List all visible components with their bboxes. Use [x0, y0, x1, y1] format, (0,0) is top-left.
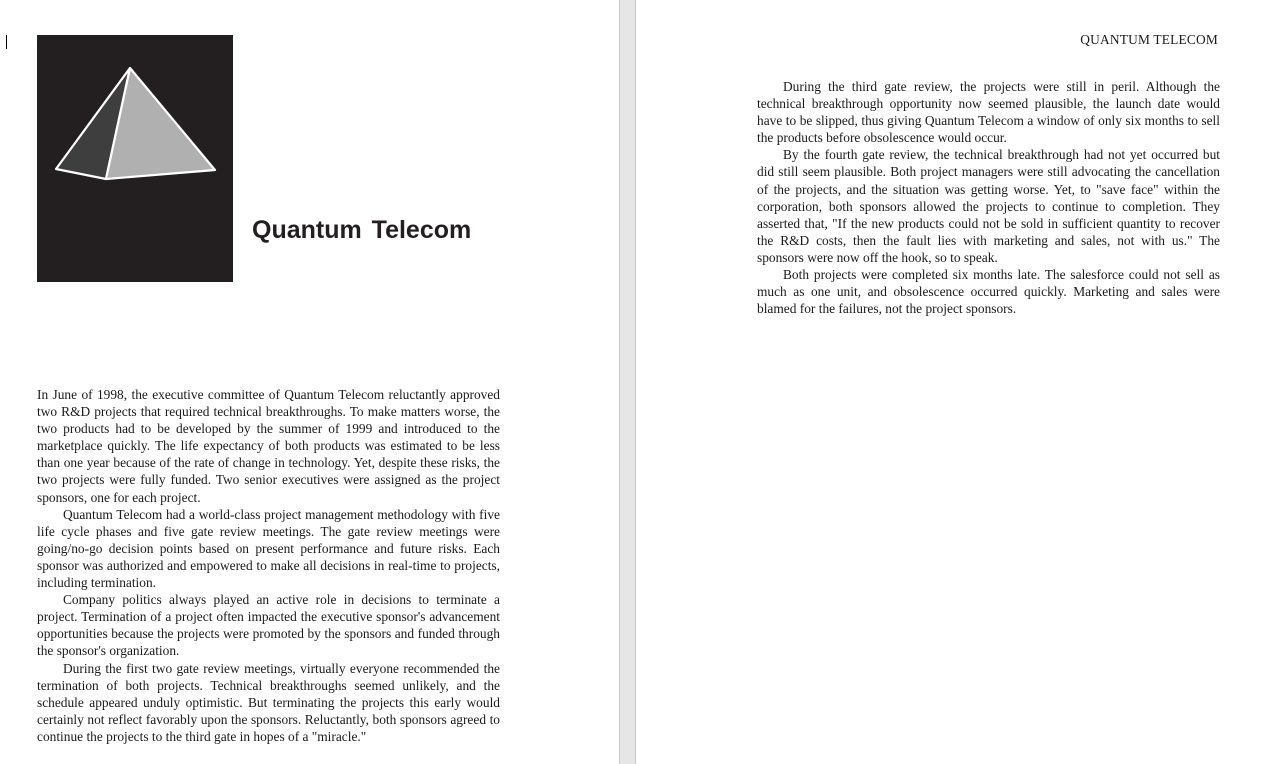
left-body-text — [37, 386, 500, 745]
paragraph: Company politics always played an active role in decisions to terminate a project. Termination of a project often impacted the executive sponsor's advancement opportunities because the projects were promoted by the sponsors and funded through the sponsor's organization. — [37, 592, 500, 659]
paragraph: By the fourth gate review, the technical breakthrough had not yet occurred but did still seem plausible. Both project managers were still advocating the cancellation of the projects, and the situation was getting worse. Yet, to "save face" within the corporation, both sponsors allowed the projects to continue to completion. They asserted that, "If the new products could not be sold in sufficient quantity to recover the R&D costs, then the fault lies with marketing and sales, not with us." The sponsors were now off the hook, so to speak. — [757, 147, 1220, 265]
right-body-text — [757, 78, 1220, 317]
pyramid-logo-icon — [37, 35, 233, 282]
text-cursor — [6, 35, 7, 49]
left-page — [0, 0, 619, 764]
page-gutter — [619, 0, 636, 764]
paragraph: Both projects were completed six months late. The salesforce could not sell as much as one unit, and obsolescence occurred quickly. Marketing and sales were blamed for the failures, not the project sponsors. — [757, 267, 1220, 317]
running-header: QUANTUM TELECOM — [1080, 32, 1218, 47]
company-title: Quantum Telecom — [252, 216, 472, 244]
right-page — [636, 0, 1276, 764]
paragraph: Quantum Telecom had a world-class project management methodology with five life cycle phases and five gate review meetings. The gate review meetings were going/no-go decision points based on present performance and future risks. Each sponsor was authorized and empowered to make all decisions in real-time to projects, including termination. — [37, 506, 500, 591]
paragraph: During the third gate review, the projects were still in peril. Although the technical breakthrough opportunity now seemed plausible, the launch date would have to be slipped, thus giving Quantum Telecom a window of only six months to sell the products before obsolescence would occur. — [757, 79, 1220, 146]
paragraph: During the first two gate review meetings, virtually everyone recommended the termination of both projects. Technical breakthroughs seemed unlikely, and the schedule appeared unduly optimistic. But terminating the projects this early would certainly not reflect favorably upon the sponsors. Reluctantly, both sponsors agreed to continue the projects to the third gate in hopes of a "miracle." — [37, 660, 500, 744]
paragraph: In June of 1998, the executive committee of Quantum Telecom reluctantly approved two R&D projects that required technical breakthroughs. To make matters worse, the two products had to be developed by the summer of 1999 and introduced to the marketplace quickly. The life expectancy of both products was estimated to be less than one year because of the rate of change in technology. Yet, despite these risks, the two projects were fully funded. Two senior executives were assigned as the project sponsors, one for each project. — [37, 387, 500, 505]
company-logo — [37, 35, 233, 282]
